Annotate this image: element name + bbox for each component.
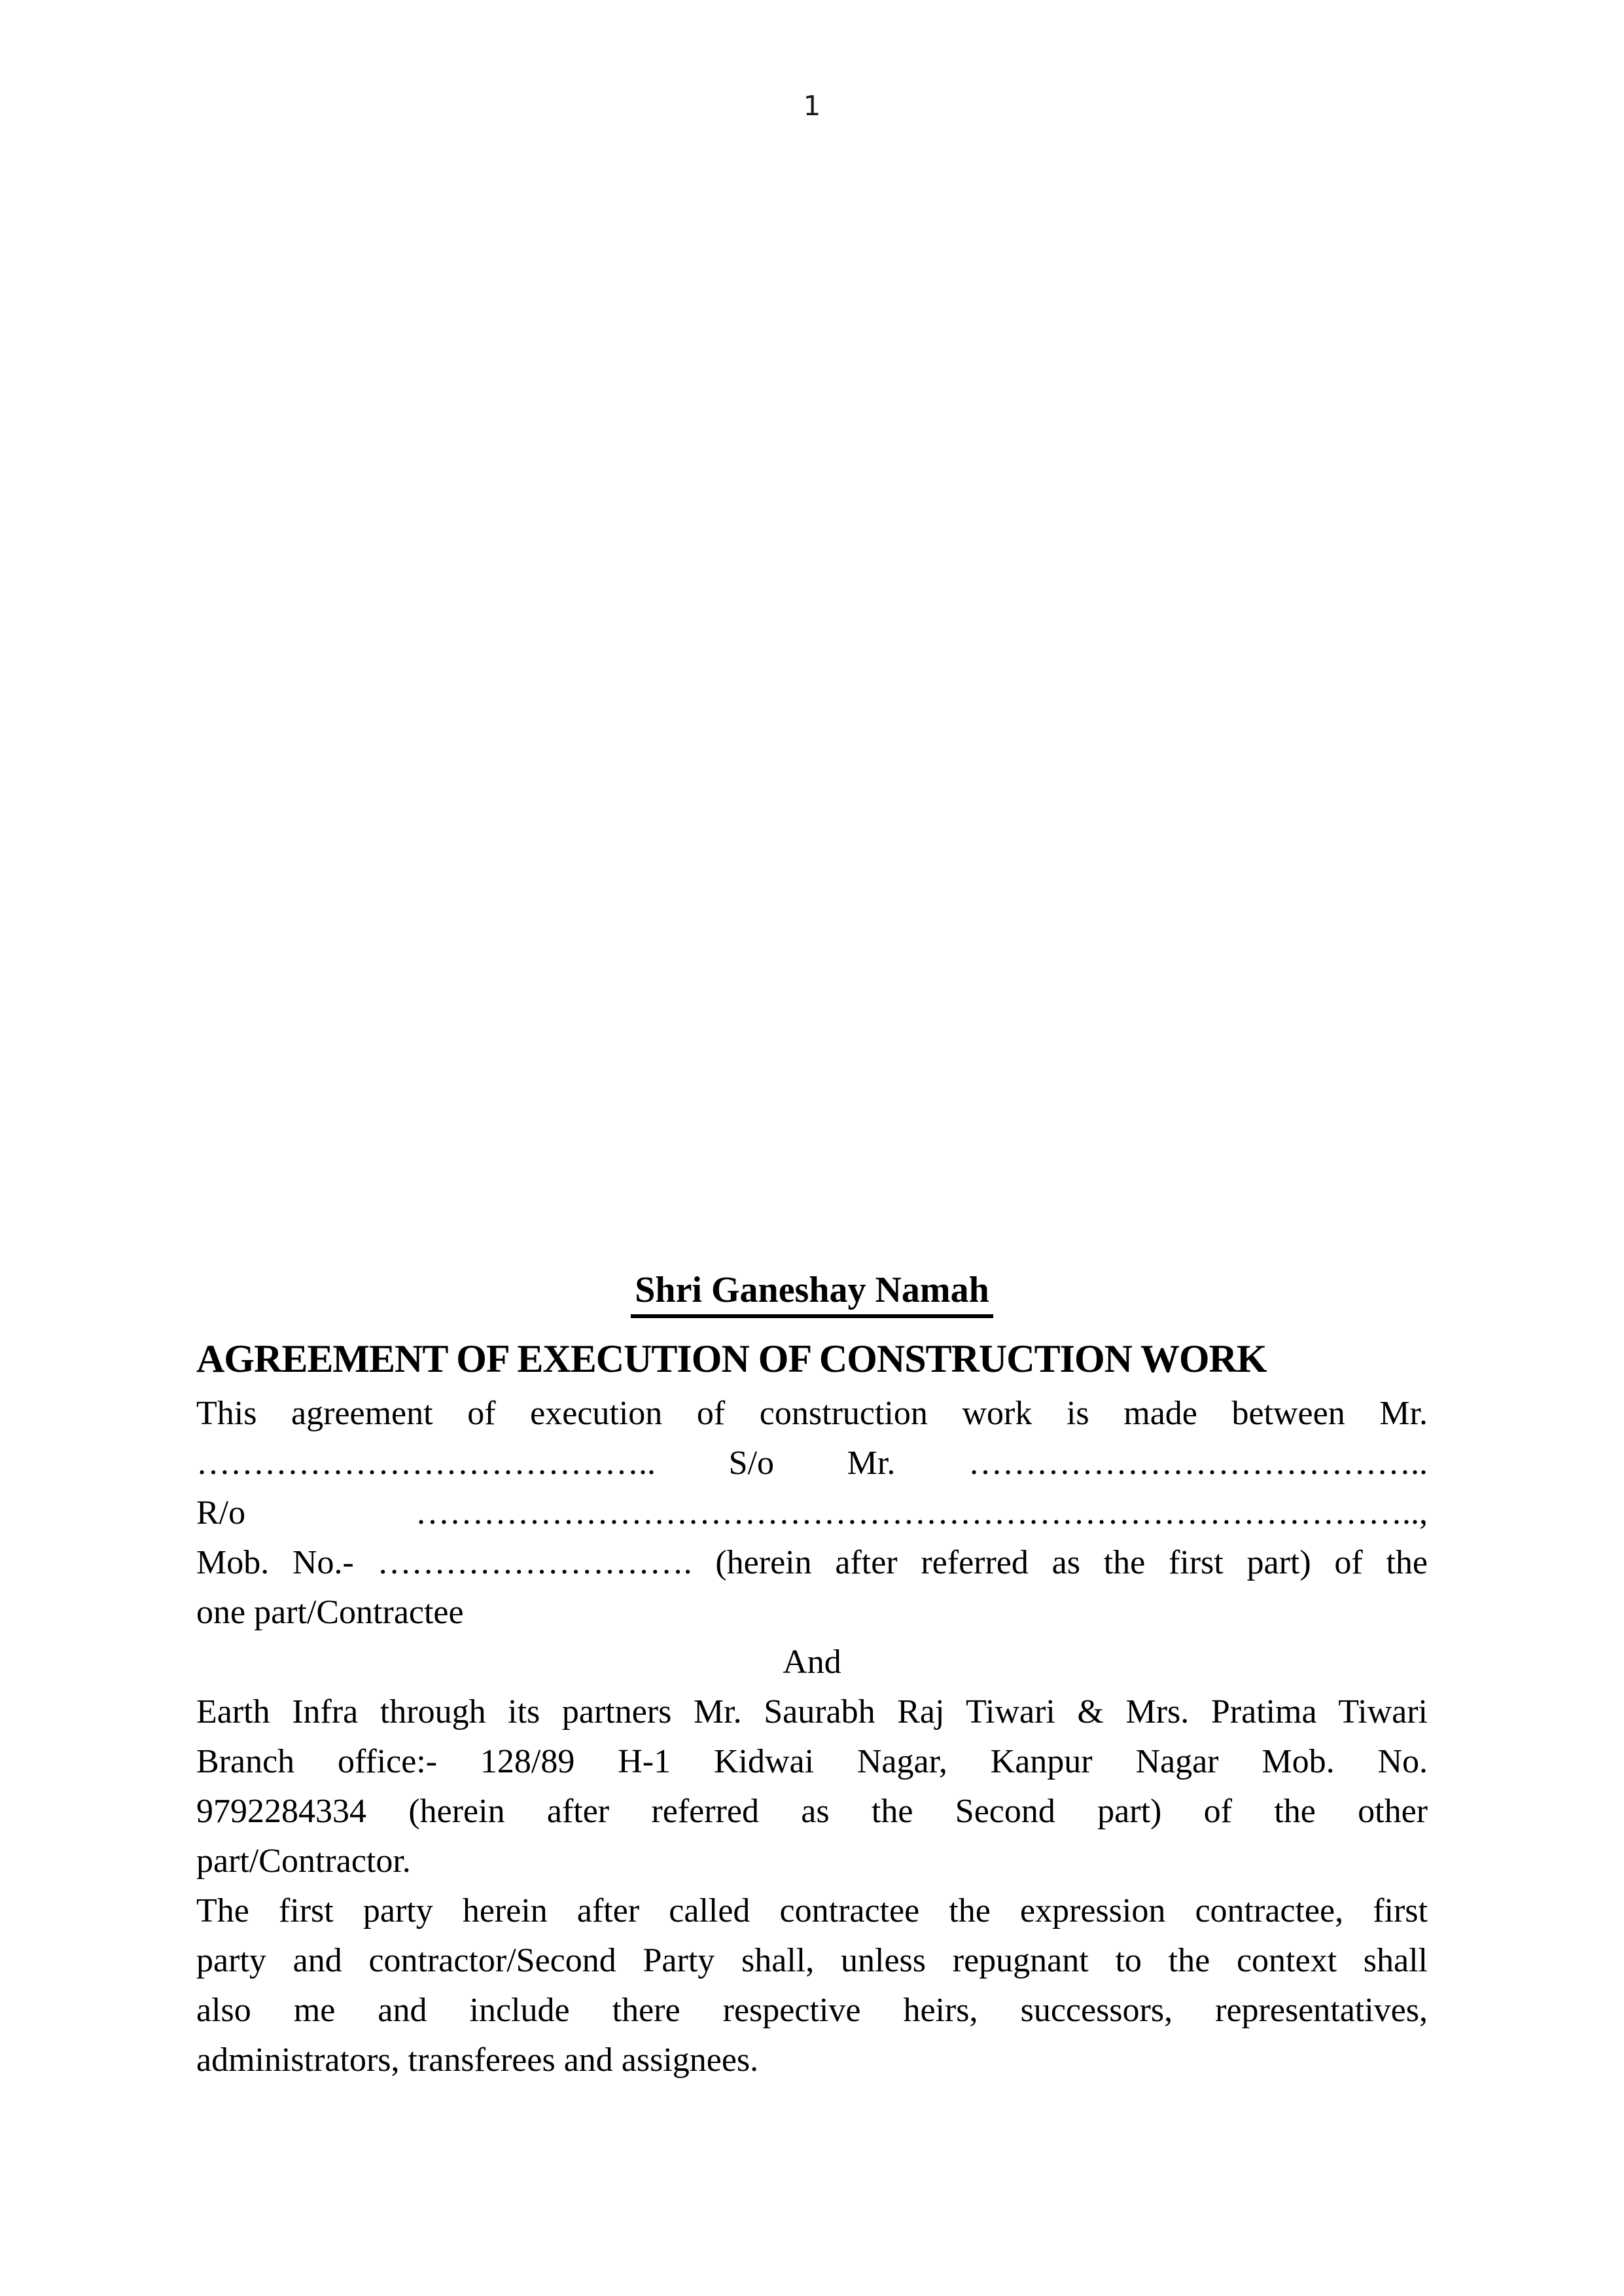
connector-and: And [783, 1643, 841, 1681]
paragraph-first-party [196, 1389, 1428, 1638]
body-line: also me and include there respective heirs, successors, representatives, [196, 1992, 1428, 2029]
body-line: party and contractor/Second Party shall, unless repugnant to the context shall [196, 1942, 1428, 1979]
invocation-heading [196, 1268, 1428, 1318]
body-line-dotted-blank: ………………………………….. S/o Mr. ………………………………….. [196, 1444, 1428, 1482]
body-line: This agreement of execution of construction work is made between Mr. [196, 1395, 1428, 1432]
paragraph-second-party [196, 1687, 1428, 1886]
body-line: part/Contractor. [196, 1842, 411, 1880]
page-number: 1 [803, 90, 821, 122]
body-line-dotted-blank: R/o …………………………………………………………………………….., [196, 1494, 1428, 1532]
invocation-heading-text: Shri Ganeshay Namah [631, 1268, 993, 1318]
body-line: 9792284334 (herein after referred as the Second part) of the other [196, 1793, 1428, 1830]
body-line-dotted-blank: Mob. No.- ………………………. (herein after referred as the first part) of the [196, 1544, 1428, 1581]
body-line: administrators, transferees and assignees. [196, 2041, 759, 2079]
document-content [196, 1268, 1428, 2085]
paragraph-definitions [196, 1886, 1428, 2085]
body-line: The first party herein after called contractee the expression contractee, first [196, 1892, 1428, 1929]
document-title: AGREEMENT OF EXECUTION OF CONSTRUCTION WORK [196, 1337, 1267, 1380]
body-line: Earth Infra through its partners Mr. Saurabh Raj Tiwari & Mrs. Pratima Tiwari [196, 1693, 1428, 1731]
body-line: Branch office:- 128/89 H-1 Kidwai Nagar, Kanpur Nagar Mob. No. [196, 1743, 1428, 1780]
body-line: one part/Contractee [196, 1594, 464, 1631]
